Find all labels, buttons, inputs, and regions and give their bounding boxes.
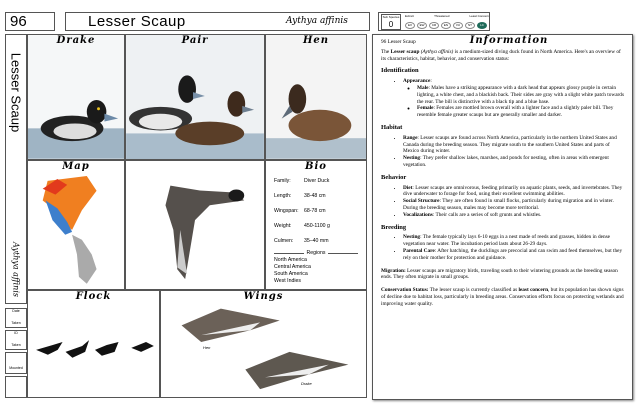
vocalizations-item [403, 212, 624, 219]
behavior-heading: Behavior [381, 173, 407, 181]
bio-key: Wingspan: [274, 208, 299, 214]
scientific-name: Aythya affinis [286, 16, 348, 26]
mounted-box [5, 352, 27, 374]
date-label: Date [12, 309, 20, 313]
text: Lesser scaups are migratory birds, traveling south to their wintering grounds as the breeding season ends. They often migrate in small groups. [381, 267, 618, 281]
text: : The female typically lays 6-10 eggs in a nest made of reeds and grasses, hidden in dense vegetation near water. The incubation period lasts about 26-29 days. [403, 234, 611, 248]
info-caption: 96 Lesser Scaup [381, 39, 416, 45]
text: : After hatching, the ducklings are precocial and can swim and feed themselves, but they rely on their mother for protection and guidance. [403, 247, 623, 261]
bio-key: Length: [274, 193, 292, 199]
bio-weight [274, 223, 330, 229]
mounted-label: Mounted [9, 366, 23, 370]
subspecies-box [381, 14, 401, 30]
habitat-heading: Habitat [381, 123, 403, 131]
text: Parental Care [403, 247, 435, 254]
drake-heading: Drake [56, 35, 96, 46]
species-number: 96 [5, 12, 55, 31]
date-taken-box [5, 308, 27, 328]
extinct-label: Extinct [405, 14, 415, 18]
side-scientific: Aythya affinis [11, 242, 21, 297]
text: least concern [518, 287, 549, 294]
male-item [417, 85, 624, 105]
conservation [381, 287, 624, 307]
map-heading: Map [62, 161, 90, 172]
bio-culmen [274, 238, 329, 244]
range-item [403, 135, 624, 155]
map-panel [27, 160, 125, 290]
text: Conservation Status: [381, 287, 429, 294]
region: Central America [274, 264, 311, 270]
text: Lesser scaup [390, 48, 420, 55]
region: South America [274, 271, 308, 277]
parental-care-item [403, 248, 624, 262]
flying-drake-image [126, 161, 264, 289]
id-taken-box [5, 330, 27, 350]
appearance-label: Appearance [403, 78, 431, 85]
pair-image [126, 35, 264, 159]
pair-heading: Pair [181, 35, 209, 46]
text: : They are often found in small flocks, particularly during migration and in winter. During the breeding season, males may become more territorial. [403, 198, 614, 211]
regions-label: Regions [306, 250, 326, 256]
text: Social Structure [403, 198, 440, 205]
wings-panel [160, 290, 367, 398]
text: (Aythya affinis) [420, 48, 454, 55]
bio-family [274, 178, 329, 184]
intro [381, 49, 624, 63]
text: Nesting [403, 234, 421, 241]
hen-image [266, 35, 366, 159]
status-nt: NT [465, 22, 475, 29]
least-concern-label: Least Concern [469, 14, 489, 18]
title-bar [65, 12, 370, 31]
bio-heading: Bio [305, 161, 327, 172]
species-name: Lesser Scaup [88, 13, 186, 30]
breeding-nesting-item [403, 234, 624, 248]
bio-value: 38-48 cm [304, 193, 326, 199]
side-name: Lesser Scaup [8, 52, 24, 133]
subspecies-count: 0 [388, 20, 394, 29]
side-label [5, 34, 27, 304]
status-vu: VU [453, 22, 463, 29]
info-heading: Information [469, 35, 549, 46]
bio-value: Diver Duck [304, 178, 330, 184]
status-lc: LC [477, 22, 487, 29]
identification-heading: Identification [381, 67, 419, 75]
migration [381, 268, 624, 282]
regions-list [274, 257, 311, 285]
bio-value: 35–40 mm [304, 238, 329, 244]
text: , but its population has shown signs of decline due to habitat loss, particularly in breeding areas. Conservation efforts focus on protecting wetlands and improving water quality. [381, 287, 624, 307]
text: Range [403, 134, 418, 141]
taken-label: Taken [11, 321, 21, 325]
regions-divider [274, 250, 358, 254]
status-en: EN [441, 22, 451, 29]
text: Vocalizations [403, 211, 433, 218]
drake-image [28, 35, 124, 159]
wings-heading: Wings [243, 291, 284, 302]
pair-photo [125, 34, 265, 160]
bio-value: 450-1100 g [304, 223, 330, 229]
bio-length [274, 193, 326, 199]
hen-wing-label: Hen [203, 345, 211, 350]
text: Diet [403, 184, 413, 191]
text: : Lesser scaups are found across North America, particularly in the northern United States and Canada during the breeding season. They migrate south to the southern United States and parts of Mexico during winter. [403, 134, 617, 155]
status-ex: EX [405, 22, 415, 29]
bio-key: Weight: [274, 223, 292, 229]
hen-heading: Hen [302, 35, 330, 46]
drake-wing-label: Drake [301, 381, 312, 386]
region: West Indies [274, 278, 302, 284]
conservation-status [378, 12, 490, 31]
text: Nesting [403, 155, 421, 162]
hen-photo [265, 34, 367, 160]
bio-value: 68-78 cm [304, 208, 326, 214]
status-cr: CR [429, 22, 439, 29]
text: is a medium-sized diving duck found in North America. Here's an overview of its characteristics, habitat, behavior, and conservation status: [381, 48, 621, 62]
flock-silhouettes [28, 291, 159, 397]
text: Female [417, 105, 434, 112]
bio-key: Culmen: [274, 238, 294, 244]
text: : Males have a striking appearance with a dark head that appears glossy purple in certain lighting, a white chest, and a blackish back. Their sides are gray with a slight white patch towards the rear. The bill is distinctive with a black tip and a blue base. [417, 84, 625, 105]
flock-heading: Flock [75, 291, 112, 302]
text: Migration: [381, 267, 406, 274]
threatened-label: Threatened [434, 14, 450, 18]
range-map [28, 161, 124, 289]
id-label: ID [14, 331, 18, 335]
text: The lesser scaup is currently classified as [428, 287, 519, 294]
wings-image [161, 291, 366, 397]
status-ew: EW [417, 22, 427, 29]
bio-panel [265, 160, 367, 290]
region: North America [274, 257, 307, 263]
text: : Females are mottled brown overall with a lighter face and a slightly paler bill. They resemble female greater scaups but are generally smaller and darker. [417, 105, 614, 119]
bio-key: Family: [274, 178, 291, 184]
diet-item [403, 185, 624, 199]
bio-wingspan [274, 208, 326, 214]
text: : Their calls are a series of soft grunts and whistles. [432, 211, 542, 218]
breeding-heading: Breeding [381, 223, 407, 231]
flight-photo [125, 160, 265, 290]
text: : Lesser scaups are omnivorous, feeding primarily on aquatic plants, seeds, and invertebrates. They dive underwater to forage for food, using their excellent swimming abilities. [403, 184, 623, 198]
text: Male [417, 84, 429, 91]
taken-label-2: Taken [11, 343, 21, 347]
information-panel: 96 Lesser Scaup Information The Lesser scaup (Aythya affinis) is a medium-sized diving duck found in North America. Here's an overview of its characteristics, habitat, behavior, and conservation status: Identification • Appearance: ◦ Male: Males have a striking appearance with a dark head that appears glossy purple in certain lighting, a white chest, and a blackish back. Their sides are gray with a slight white patch towards the rear. The bill is distinctive with a black tip and a blue base. ◦ Female: Females are mottled brown overall with a lighter face and a slightly paler bill. They resemble female greater scaups but are generally smaller and darker. Habitat • Range: Lesser scaups are found across North America, particularly in the northern United States and Canada during the breeding season. They migrate south to the southern United States and parts of Mexico during winter. • Nesting: They prefer shallow lakes, marshes, and ponds for nesting, often in areas with emergent vegetation. Behavior • Diet: Lesser scaups are omnivorous, feeding primarily on aquatic plants, seeds, and invertebrates. They dive underwater to forage for food, using their excellent swimming abilities. • Social Structure: They are often found in small flocks, particularly during migration and in winter. During the breeding season, males may become more territorial. • Vocalizations: Their calls are a series of soft grunts and whistles. Breeding • Nesting: The female typically lays 6-10 eggs in a nest made of reeds and grasses, hidden in dense vegetation near water. The incubation period lasts about 26-29 days. • Parental Care: After hatching, the ducklings are precocial and can swim and feed themselves, but they rely on their mother for protection and guidance. Migration: Lesser scaups are migratory birds, traveling south to their wintering grounds as the breeding season ends. They often migrate in small groups. Conservation Status: The lesser scaup is currently classified as least concern, but its population has shown signs of decline due to habitat loss, particularly in breeding areas. Conservation efforts focus on protecting wetlands and improving water quality. [372, 34, 633, 400]
social-item [403, 198, 624, 212]
drake-photo [27, 34, 125, 160]
blank-box [5, 376, 27, 398]
nesting-item [403, 155, 624, 169]
text: The [381, 48, 391, 55]
female-item [417, 105, 624, 119]
text: : They prefer shallow lakes, marshes, and ponds for nesting, often in areas with emergent vegetation. [403, 155, 609, 168]
flock-panel [27, 290, 160, 398]
subspecies-label: Sub Species [382, 15, 400, 19]
